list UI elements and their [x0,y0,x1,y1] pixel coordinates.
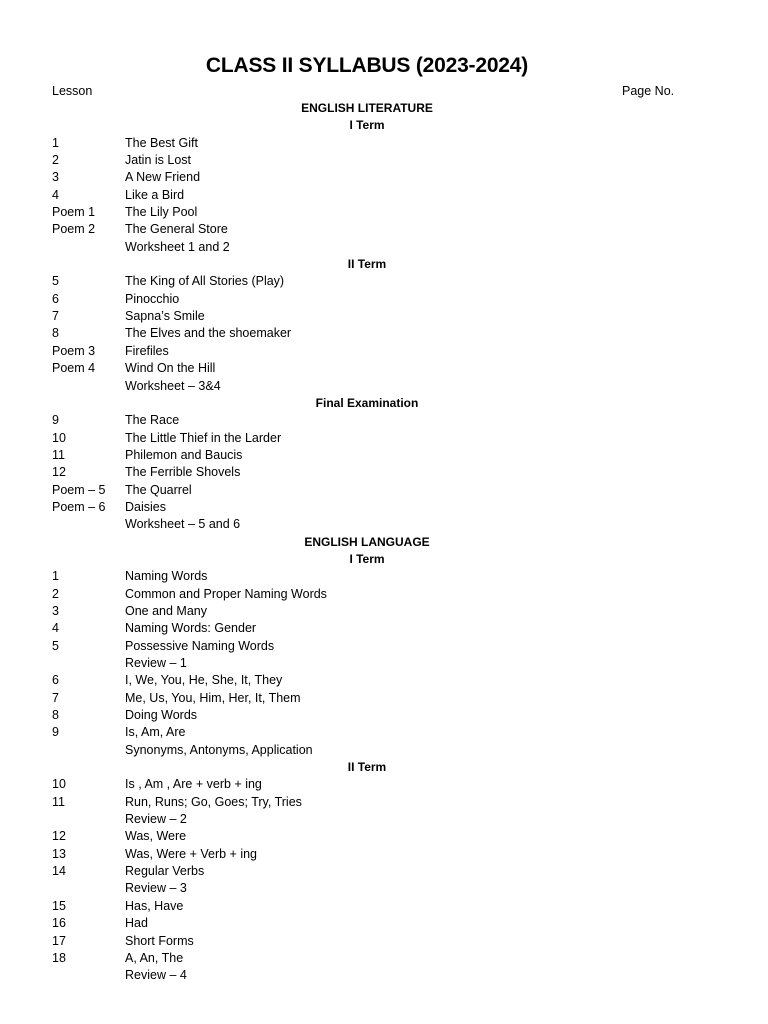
lesson-row [52,447,682,464]
lesson-row [52,239,682,256]
lesson-number: 10 [52,430,66,445]
lesson-number: 10 [52,777,66,792]
lesson-title: Firefiles [125,343,169,358]
lesson-title: The Lily Pool [125,205,198,220]
lesson-title: Review – 4 [125,968,187,983]
lesson-number: 18 [52,950,66,965]
lesson-row [52,742,682,759]
page-number-column-header: Page No. [622,84,675,98]
lesson-number: Poem 1 [52,205,96,220]
lesson-number: 8 [52,326,59,341]
lesson-title: Worksheet – 5 and 6 [125,517,241,532]
lesson-title: Regular Verbs [125,864,205,879]
lesson-row [52,655,682,672]
lesson-row [52,169,682,186]
section-heading: Final Examination [315,395,419,410]
lesson-row [52,135,682,152]
lesson-row [52,586,682,603]
lesson-title: Like a Bird [125,187,185,202]
lesson-row [52,672,682,689]
lesson-row [52,325,682,342]
lesson-row [52,828,682,845]
lesson-number: 3 [52,170,59,185]
lesson-number: 8 [52,708,59,723]
lesson-column-header: Lesson [52,84,93,98]
lesson-title: Review – 2 [125,812,187,827]
lesson-row [52,221,682,238]
lesson-row [52,898,682,915]
lesson-row [52,482,682,499]
lesson-row [52,933,682,950]
lesson-number: 17 [52,933,66,948]
lesson-number: Poem 4 [52,361,96,376]
lesson-number: 13 [52,846,66,861]
section-heading: ENGLISH LANGUAGE [304,534,430,549]
lesson-title: Synonyms, Antonyms, Application [125,742,313,757]
lesson-number: 4 [52,621,59,636]
lesson-title: Daisies [125,499,166,514]
lesson-row [52,378,682,395]
lesson-row [52,967,682,984]
lesson-number: 9 [52,725,59,740]
lesson-title: Has, Have [125,898,184,913]
lesson-title: The Quarrel [125,482,192,497]
lesson-number: 3 [52,603,59,618]
syllabus-list [52,100,682,985]
lesson-row [52,724,682,741]
section-heading: I Term [349,118,385,133]
lesson-row [52,846,682,863]
lesson-row [52,204,682,221]
lesson-title: Review – 3 [125,881,187,896]
lesson-row [52,950,682,967]
lesson-row [52,638,682,655]
lesson-row [52,603,682,620]
lesson-number: 5 [52,274,59,289]
lesson-row [52,880,682,897]
section-heading: ENGLISH LITERATURE [301,101,433,115]
lesson-title: The Little Thief in the Larder [125,430,282,445]
lesson-title: The Ferrible Shovels [125,465,241,480]
lesson-number: 11 [52,794,65,809]
lesson-row [52,430,682,447]
section-heading: I Term [349,551,385,566]
lesson-title: Possessive Naming Words [125,638,275,653]
lesson-row [52,360,682,377]
lesson-number: 12 [52,829,66,844]
lesson-row [52,620,682,637]
lesson-title: A New Friend [125,170,201,185]
lesson-title: Jatin is Lost [125,153,192,168]
lesson-title: One and Many [125,603,207,618]
lesson-title: Review – 1 [125,656,187,670]
lesson-row [52,776,682,793]
lesson-number: 4 [52,187,59,202]
lesson-title: Run, Runs; Go, Goes; Try, Tries [125,794,302,809]
lesson-number: 11 [52,447,65,462]
lesson-title: Worksheet 1 and 2 [125,239,230,254]
lesson-title: Worksheet – 3&4 [125,378,221,393]
lesson-number: 1 [52,135,59,150]
lesson-title: Wind On the Hill [125,361,216,376]
lesson-number: Poem 2 [52,222,96,237]
lesson-row [52,343,682,360]
lesson-title: Me, Us, You, Him, Her, It, Them [125,690,301,705]
lesson-row [52,794,682,811]
lesson-number: 12 [52,465,66,480]
lesson-row [52,568,682,585]
section-heading: II Term [347,257,387,272]
lesson-row [52,811,682,828]
lesson-row [52,412,682,429]
lesson-number: 7 [52,309,59,324]
lesson-number: 2 [52,586,59,601]
lesson-title: The Elves and the shoemaker [125,326,292,341]
lesson-row [52,915,682,932]
lesson-title: Naming Words [125,569,208,584]
lesson-number: 6 [52,673,59,688]
lesson-number: Poem – 6 [52,499,106,514]
lesson-title: Is, Am, Are [125,725,186,740]
lesson-title: Pinocchio [125,291,180,306]
lesson-number: 16 [52,916,66,931]
lesson-number: 6 [52,291,59,306]
lesson-number: Poem – 5 [52,482,106,497]
page-title: CLASS II SYLLABUS (2023-2024) [205,54,529,77]
lesson-title: Short Forms [125,933,194,948]
lesson-row [52,273,682,290]
lesson-title: Sapna’s Smile [125,309,205,324]
lesson-row [52,308,682,325]
lesson-title: I, We, You, He, She, It, They [125,673,283,688]
lesson-title: Had [125,916,148,931]
lesson-row [52,152,682,169]
lesson-title: Was, Were [125,829,187,844]
lesson-title: The Best Gift [125,135,198,150]
lesson-row [52,690,682,707]
lesson-number: 5 [52,638,59,653]
section-heading: II Term [347,760,387,775]
lesson-title: Doing Words [125,708,198,723]
lesson-number: Poem 3 [52,343,96,358]
lesson-title: Philemon and Baucis [125,447,243,462]
lesson-title: Common and Proper Naming Words [125,586,327,601]
lesson-row [52,187,682,204]
lesson-row [52,516,682,533]
lesson-title: A, An, The [125,950,184,965]
lesson-number: 2 [52,153,59,168]
lesson-row [52,863,682,880]
lesson-number: 7 [52,690,59,705]
lesson-row [52,707,682,724]
lesson-row [52,499,682,516]
lesson-number: 14 [52,864,66,879]
lesson-number: 15 [52,898,66,913]
lesson-number: 9 [52,413,59,428]
lesson-title: Was, Were + Verb + ing [125,846,258,861]
lesson-number: 1 [52,569,59,584]
lesson-title: Is , Am , Are + verb + ing [125,777,262,792]
lesson-title: The General Store [125,222,228,237]
lesson-row [52,464,682,481]
lesson-title: Naming Words: Gender [125,621,257,636]
lesson-title: The Race [125,413,180,428]
lesson-row [52,291,682,308]
lesson-title: The King of All Stories (Play) [125,274,285,289]
